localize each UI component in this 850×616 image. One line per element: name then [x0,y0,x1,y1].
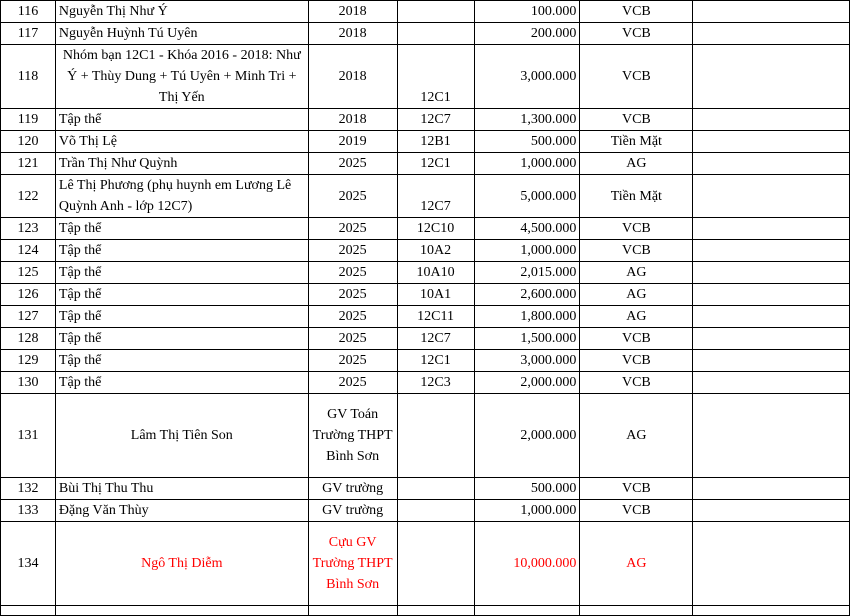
table-row [1,306,850,328]
cell-name: Nhóm bạn 12C1 - Khóa 2016 - 2018: Như Ý + Thùy Dung + Tú Uyên + Minh Tri + Thị Yến [55,45,308,109]
cell-class [397,500,474,522]
cell-amount [474,606,580,616]
cell-extra [693,372,850,394]
cell-year: 2025 [308,328,397,350]
cell-name: Võ Thị Lệ [55,131,308,153]
cell-amount: 2,600.000 [474,284,580,306]
cell-name: Tập thể [55,240,308,262]
cell-class: 12C7 [397,109,474,131]
cell-extra [693,262,850,284]
cell-no: 121 [1,153,56,175]
cell-method: VCB [580,500,693,522]
cell-extra [693,1,850,23]
cell-class: 12C11 [397,306,474,328]
cell-method: VCB [580,240,693,262]
cell-method: VCB [580,372,693,394]
cell-class: 12C10 [397,218,474,240]
cell-year: 2025 [308,240,397,262]
table-row [1,45,850,109]
cell-name: Ngô Thị Diễm [55,522,308,606]
cell-no: 130 [1,372,56,394]
cell-year: 2018 [308,109,397,131]
cell-method: VCB [580,350,693,372]
cell-no: 122 [1,175,56,218]
table-row [1,262,850,284]
cell-year: 2025 [308,218,397,240]
cell-name: Đặng Văn Thùy [55,500,308,522]
cell-amount: 500.000 [474,131,580,153]
cell-amount: 2,000.000 [474,394,580,478]
cell-name: Tập thể [55,262,308,284]
cell-name: Trần Thị Như Quỳnh [55,153,308,175]
cell-year: 2019 [308,131,397,153]
cell-class: 10A10 [397,262,474,284]
cell-name: Tập thể [55,218,308,240]
table-row [1,606,850,616]
table-row [1,328,850,350]
cell-year [308,606,397,616]
cell-year: 2018 [308,23,397,45]
cell-no [1,606,56,616]
cell-method: AG [580,262,693,284]
cell-extra [693,109,850,131]
cell-class: 10A2 [397,240,474,262]
cell-extra [693,131,850,153]
cell-amount: 5,000.000 [474,175,580,218]
cell-no: 126 [1,284,56,306]
cell-no: 120 [1,131,56,153]
cell-name [55,606,308,616]
table-row [1,175,850,218]
cell-amount: 2,000.000 [474,372,580,394]
cell-method: AG [580,394,693,478]
cell-amount: 200.000 [474,23,580,45]
cell-amount: 1,000.000 [474,500,580,522]
cell-extra [693,606,850,616]
cell-method: AG [580,284,693,306]
cell-no: 127 [1,306,56,328]
table-row [1,372,850,394]
cell-class [397,23,474,45]
cell-no: 133 [1,500,56,522]
cell-no: 117 [1,23,56,45]
cell-name: Tập thể [55,306,308,328]
cell-no: 129 [1,350,56,372]
cell-amount: 1,000.000 [474,153,580,175]
cell-no: 132 [1,478,56,500]
cell-class: 12C1 [397,350,474,372]
cell-method: AG [580,522,693,606]
cell-name: Bùi Thị Thu Thu [55,478,308,500]
cell-name: Tập thể [55,284,308,306]
cell-class: 12C7 [397,328,474,350]
cell-class: 12C1 [397,153,474,175]
cell-amount: 1,500.000 [474,328,580,350]
cell-amount: 100.000 [474,1,580,23]
cell-no: 123 [1,218,56,240]
cell-no: 116 [1,1,56,23]
cell-no: 119 [1,109,56,131]
cell-no: 118 [1,45,56,109]
cell-year: GV trường [308,478,397,500]
cell-class [397,1,474,23]
cell-amount: 1,800.000 [474,306,580,328]
cell-extra [693,478,850,500]
table-row [1,500,850,522]
cell-extra [693,284,850,306]
cell-extra [693,350,850,372]
cell-method [580,606,693,616]
cell-amount: 4,500.000 [474,218,580,240]
table-row [1,23,850,45]
cell-no: 134 [1,522,56,606]
cell-class: 12C1 [397,45,474,109]
cell-extra [693,394,850,478]
cell-extra [693,45,850,109]
cell-extra [693,306,850,328]
cell-no: 128 [1,328,56,350]
cell-method: VCB [580,109,693,131]
table-row [1,218,850,240]
cell-extra [693,328,850,350]
cell-extra [693,218,850,240]
cell-method: VCB [580,23,693,45]
cell-amount: 10,000.000 [474,522,580,606]
cell-year: 2025 [308,350,397,372]
table-row [1,478,850,500]
cell-name: Tập thể [55,372,308,394]
cell-extra [693,240,850,262]
cell-year: 2025 [308,284,397,306]
table-row [1,240,850,262]
cell-year: 2018 [308,45,397,109]
cell-class: 12B1 [397,131,474,153]
cell-year: 2025 [308,306,397,328]
cell-extra [693,153,850,175]
table-row [1,153,850,175]
cell-year: 2025 [308,175,397,218]
cell-class: 12C3 [397,372,474,394]
cell-class [397,394,474,478]
cell-extra [693,175,850,218]
cell-name: Tập thể [55,109,308,131]
cell-amount: 3,000.000 [474,45,580,109]
cell-name: Nguyễn Huỳnh Tú Uyên [55,23,308,45]
cell-name: Tập thể [55,328,308,350]
cell-year: GV trường [308,500,397,522]
cell-amount: 1,000.000 [474,240,580,262]
cell-class: 10A1 [397,284,474,306]
cell-method: VCB [580,45,693,109]
cell-method: AG [580,306,693,328]
cell-year: Cựu GV Trường THPT Bình Sơn [308,522,397,606]
cell-amount: 2,015.000 [474,262,580,284]
table-row [1,284,850,306]
cell-method: AG [580,153,693,175]
cell-amount: 3,000.000 [474,350,580,372]
cell-extra [693,23,850,45]
cell-year: 2025 [308,153,397,175]
cell-extra [693,500,850,522]
table-row [1,1,850,23]
cell-method: VCB [580,328,693,350]
cell-class: 12C7 [397,175,474,218]
cell-method: VCB [580,218,693,240]
cell-year: 2025 [308,262,397,284]
cell-method: VCB [580,478,693,500]
cell-amount: 1,300.000 [474,109,580,131]
cell-no: 131 [1,394,56,478]
cell-amount: 500.000 [474,478,580,500]
table-row [1,131,850,153]
table-row [1,350,850,372]
table-row [1,109,850,131]
cell-class [397,478,474,500]
cell-year: 2025 [308,372,397,394]
cell-no: 125 [1,262,56,284]
cell-class [397,606,474,616]
cell-name: Lâm Thị Tiên Son [55,394,308,478]
table-row [1,394,850,478]
cell-name: Nguyễn Thị Như Ý [55,1,308,23]
cell-no: 124 [1,240,56,262]
cell-method: Tiền Mặt [580,175,693,218]
cell-method: VCB [580,1,693,23]
cell-year: GV Toán Trường THPT Bình Sơn [308,394,397,478]
cell-name: Lê Thị Phương (phụ huynh em Lương Lê Quỳnh Anh - lớp 12C7) [55,175,308,218]
cell-year: 2018 [308,1,397,23]
cell-method: Tiền Mặt [580,131,693,153]
cell-name: Tập thể [55,350,308,372]
